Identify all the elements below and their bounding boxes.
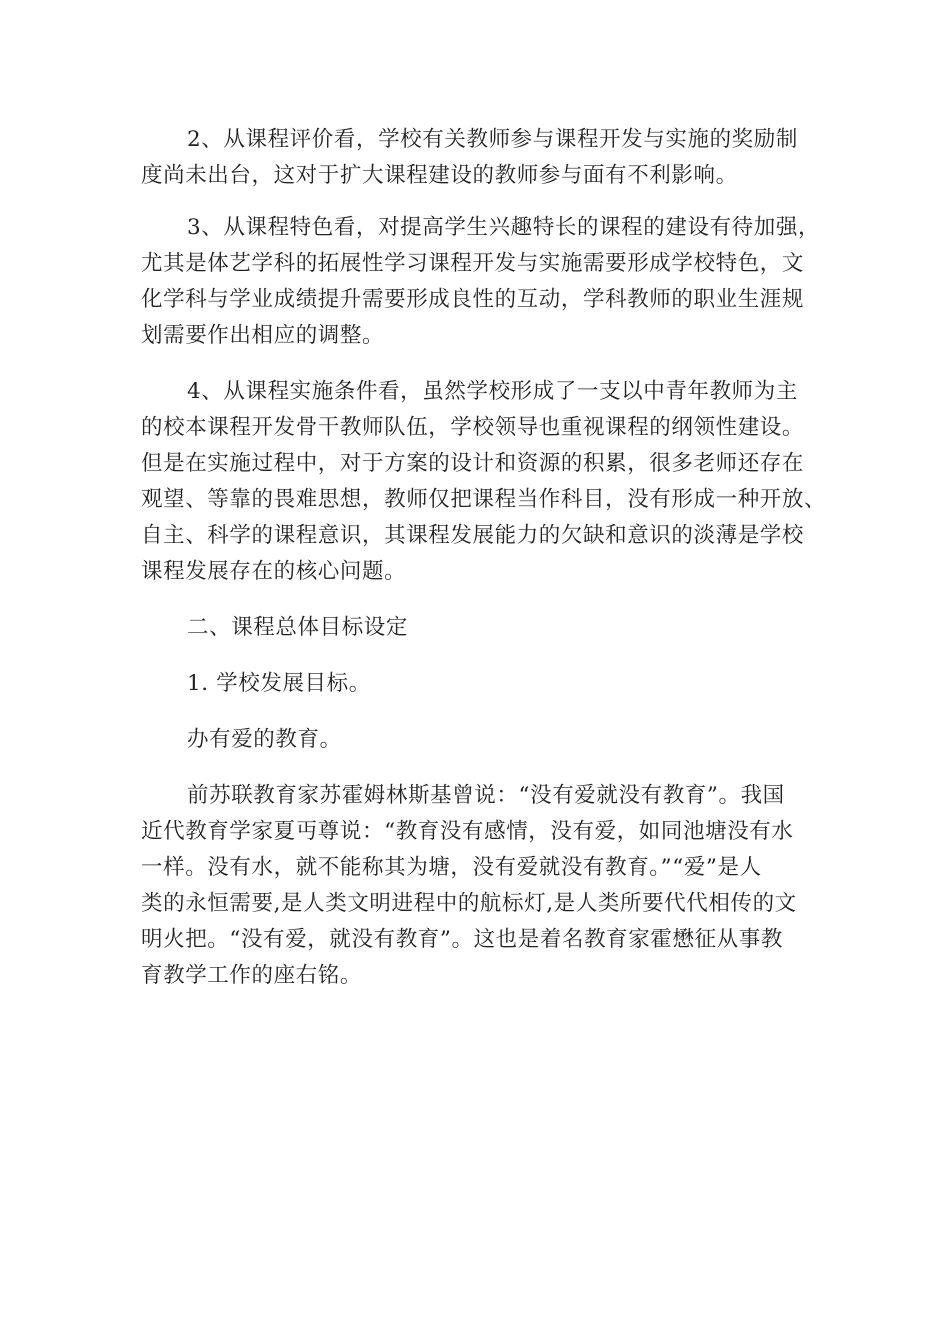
goal-text: 办有爱的教育。: [187, 727, 342, 752]
text-line: 明火把。“没有爱，就没有教育”。这也是着名教育家霍懋征从事教: [141, 927, 783, 952]
subsection-heading: [141, 666, 831, 702]
section-heading: [141, 610, 831, 646]
text-line: 观望、等靠的畏难思想，教师仅把课程当作科目，没有形成一种开放、: [141, 487, 827, 512]
text-line: 近代教育学家夏丏尊说：“教育没有感情，没有爱，如同池塘没有水: [141, 819, 794, 844]
text-line: 的校本课程开发骨干教师队伍，学校领导也重视课程的纲领性建设。: [141, 415, 805, 440]
section-title: 二、课程总体目标设定: [187, 615, 409, 640]
text-line: 课程发展存在的核心问题。: [141, 559, 407, 584]
text-line: 2、从课程评价看，学校有关教师参与课程开发与实施的奖励制: [187, 127, 798, 152]
text-line: 4、从课程实施条件看，虽然学校形成了一支以中青年教师为主: [187, 379, 798, 404]
goal-statement: [141, 722, 831, 758]
paragraph-features: [141, 210, 831, 354]
paragraph-conditions: [141, 374, 831, 590]
subsection-title: 1. 学校发展目标。: [187, 671, 371, 696]
text-line: 类的永恒需要,是人类文明进程中的航标灯,是人类所要代代相传的文: [141, 891, 797, 916]
text-line: 但是在实施过程中，对于方案的设计和资源的积累，很多老师还存在: [141, 451, 805, 476]
paragraph-evaluation: [141, 122, 831, 194]
text-line: 前苏联教育家苏霍姆林斯基曾说：“没有爱就没有教育”。我国: [187, 783, 785, 808]
text-line: 划需要作出相应的调整。: [141, 323, 385, 348]
text-line: 一样。没有水，就不能称其为塘，没有爱就没有教育。”“爱”是人: [141, 855, 762, 880]
document-body: [141, 122, 831, 994]
text-line: 化学科与学业成绩提升需要形成良性的互动，学科教师的职业生涯规: [141, 287, 805, 312]
text-line: 自主、科学的课程意识，其课程发展能力的欠缺和意识的淡薄是学校: [141, 523, 805, 548]
text-line: 尤其是体艺学科的拓展性学习课程开发与实施需要形成学校特色，文: [141, 251, 805, 276]
text-line: 3、从课程特色看，对提高学生兴趣特长的课程的建设有待加强，: [187, 215, 821, 240]
text-line: 度尚未出台，这对于扩大课程建设的教师参与面有不利影响。: [141, 163, 738, 188]
paragraph-quotes: [141, 778, 831, 994]
text-line: 育教学工作的座右铭。: [141, 963, 363, 988]
